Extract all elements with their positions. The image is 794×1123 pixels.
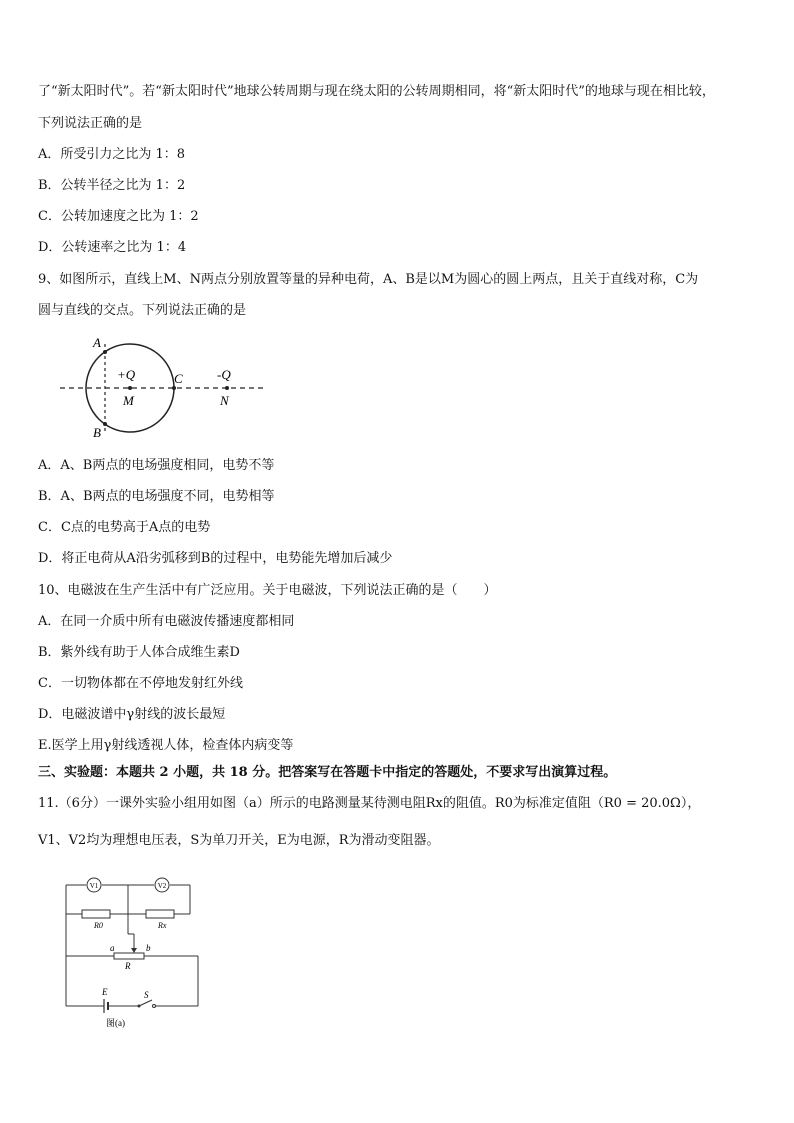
q11-circuit-figure xyxy=(58,872,208,1032)
q9-point-a xyxy=(103,350,107,354)
rheostat-slider-arrow xyxy=(131,948,137,953)
q9-option-c: C．C点的电势高于A点的电势 xyxy=(38,520,211,535)
q8-option-a: A．所受引力之比为 1：8 xyxy=(38,147,186,162)
q9-option-b: B．A、B两点的电场强度不同，电势相等 xyxy=(38,489,275,504)
q9-stem-line2: 圆与直线的交点。下列说法正确的是 xyxy=(38,303,247,318)
q9-option-a: A．A、B两点的电场强度相同，电势不等 xyxy=(38,458,275,473)
figure-a-caption: 图(a) xyxy=(106,1018,125,1028)
q10-option-e: E.医学上用γ射线透视人体，检查体内病变等 xyxy=(38,738,294,753)
q9-label-n: N xyxy=(220,393,229,408)
battery-e-label: E xyxy=(102,987,108,997)
q9-label-b: B xyxy=(93,425,101,440)
q9-label-c: C xyxy=(174,371,183,386)
q9-label-a: A xyxy=(93,335,101,350)
voltmeter-v1-label: V1 xyxy=(89,882,99,890)
q9-figure xyxy=(55,330,275,445)
q9-label-plusq: +Q xyxy=(117,367,136,382)
q9-option-d: D．将正电荷从A沿劣弧移到B的过程中，电势能先增加后减少 xyxy=(38,551,393,566)
q10-option-b: B．紫外线有助于人体合成维生素D xyxy=(38,645,240,660)
q10-stem: 10、电磁波在生产生活中有广泛应用。关于电磁波，下列说法正确的是（ ） xyxy=(38,583,497,598)
q11-stem-line2: V1、V2均为理想电压表，S为单刀开关，E为电源，R为滑动变阻器。 xyxy=(38,833,440,848)
q9-point-n xyxy=(225,386,229,390)
rheostat-b-label: b xyxy=(146,943,151,953)
rheostat-r xyxy=(114,953,144,959)
q8-option-d: D．公转速率之比为 1：4 xyxy=(38,240,187,255)
q8-stem-line2: 下列说法正确的是 xyxy=(38,116,143,131)
q8-option-b: B．公转半径之比为 1：2 xyxy=(38,178,186,193)
q10-option-a: A．在同一介质中所有电磁波传播速度都相同 xyxy=(38,614,295,629)
q8-stem-line1: 了“新太阳时代”。若“新太阳时代”地球公转周期与现在绕太阳的公转周期相同，将“新太阳时代”的地球与现在相比较， xyxy=(38,84,715,99)
q10-option-c: C．一切物体都在不停地发射红外线 xyxy=(38,676,243,691)
q9-label-minusq: -Q xyxy=(217,367,231,382)
section-3-heading: 三、实验题：本题共 2 小题，共 18 分。把答案写在答题卡中指定的答题处，不要求写出演算过程。 xyxy=(38,765,617,780)
q9-point-m xyxy=(128,386,132,390)
resistor-r0-label: R0 xyxy=(94,921,103,930)
q9-label-m: M xyxy=(123,393,134,408)
rheostat-r-label: R xyxy=(125,961,131,971)
switch-s-label: S xyxy=(144,990,149,1000)
switch-s xyxy=(139,1000,152,1006)
q9-point-b xyxy=(103,422,107,426)
voltmeter-v2-label: V2 xyxy=(157,882,167,890)
q9-stem-line1: 9、如图所示，直线上M、N两点分别放置等量的异种电荷，A、B是以M为圆心的圆上两点，且关于直线对称，C为 xyxy=(38,272,699,287)
q11-stem-line1: 11.（6分）一课外实验小组用如图（a）所示的电路测量某待测电阻Rx的阻值。R0为标准定值阻（R0 = 20.0Ω）， xyxy=(38,796,701,811)
q9-point-c xyxy=(172,386,176,390)
rheostat-a-label: a xyxy=(110,943,115,953)
resistor-r0 xyxy=(82,910,110,918)
q8-option-c: C．公转加速度之比为 1：2 xyxy=(38,209,199,224)
resistor-rx xyxy=(146,910,174,918)
q10-option-d: D．电磁波谱中γ射线的波长最短 xyxy=(38,707,226,722)
resistor-rx-label: Rx xyxy=(158,921,167,930)
